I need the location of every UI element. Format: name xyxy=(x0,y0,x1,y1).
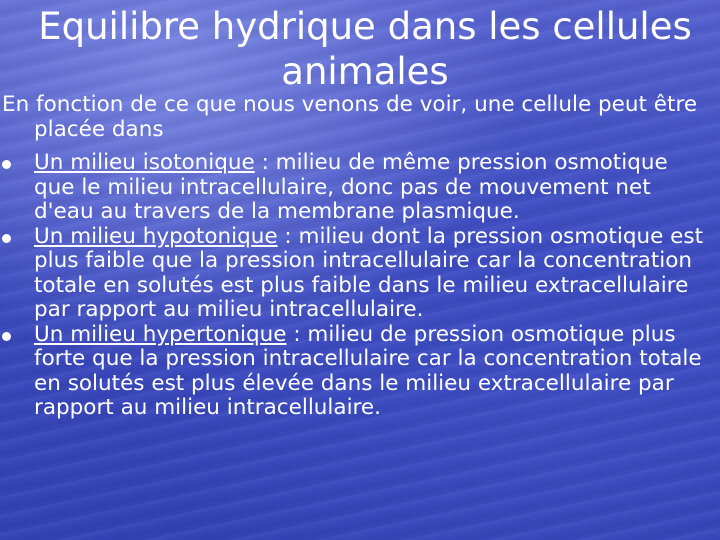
bullet-dot-icon xyxy=(2,332,11,341)
title-line-1: Equilibre hydrique dans les cellules xyxy=(38,5,692,48)
slide-title xyxy=(20,4,710,94)
bullet-hypertonic xyxy=(6,323,712,421)
bullet-hypotonic xyxy=(6,225,712,323)
term-isotonic: Un milieu isotonique xyxy=(34,150,255,175)
bullet-text-hypotonic: : milieu dont la pression osmotique est plus faible que la pression intracellulaire car la concentration totale en solutés est plus faible dans le milieu extracellulaire par rapport au milieu intracellulaire. xyxy=(34,223,704,322)
bullet-dot-icon xyxy=(2,160,11,169)
bullet-text-hypertonic: : milieu de pression osmotique plus forte que la pression intracellulaire car la concentration totale en solutés est plus élevée dans le milieu extracellulaire par rapport au milieu intracellulaire. xyxy=(34,321,702,420)
title-line-2: animales xyxy=(281,50,449,93)
term-hypertonic: Un milieu hypertonique xyxy=(34,321,287,347)
bullet-isotonic xyxy=(6,151,712,225)
bullet-dot-icon xyxy=(2,234,11,243)
term-hypotonic: Un milieu hypotonique xyxy=(34,223,278,249)
bullet-text-isotonic: : milieu de même pression osmotique que le milieu intracellulaire, donc pas de mouvement net d'eau au travers de la membrane plasmique. xyxy=(34,150,668,224)
bullet-list xyxy=(6,151,712,421)
intro-text: En fonction de ce que nous venons de voir, une cellule peut être placée dans xyxy=(2,92,698,142)
